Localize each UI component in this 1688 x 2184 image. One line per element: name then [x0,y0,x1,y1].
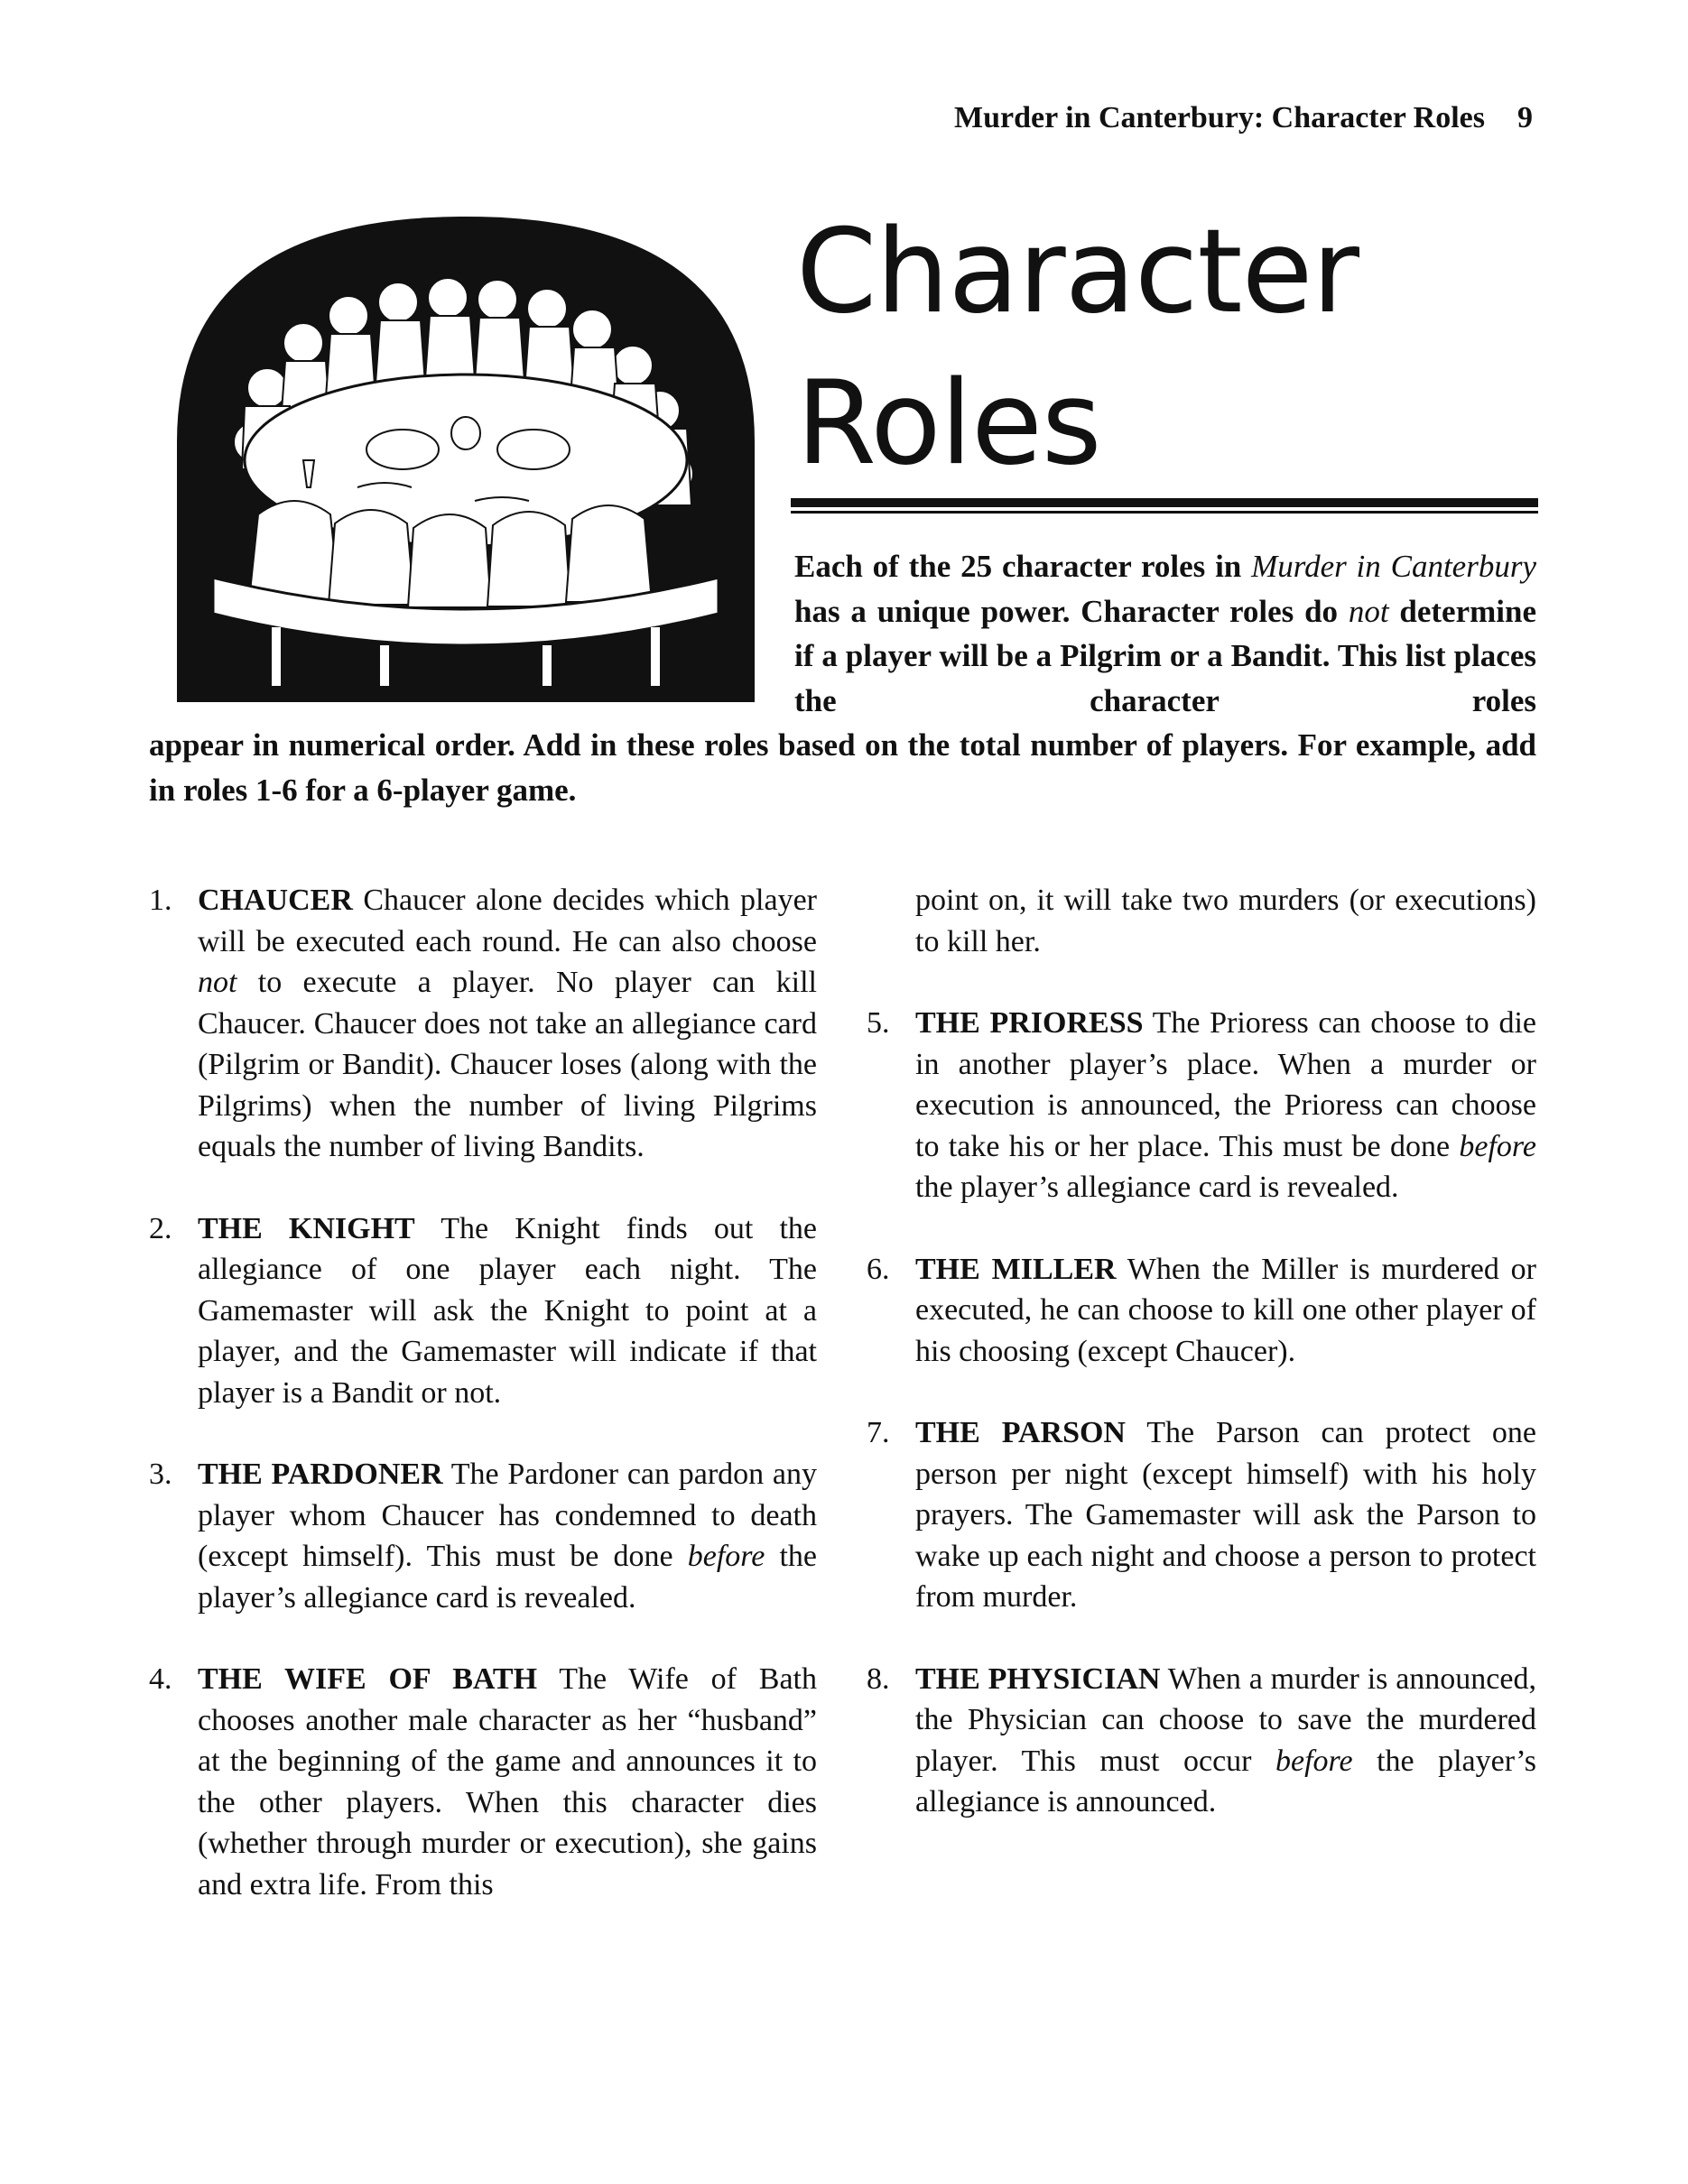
intro-text: has a unique power. Character roles do [794,593,1349,629]
intro-paragraph-part-2: appear in numerical order. Add in these roles based on the total number of players. For example, add in roles 1-6 for a 6-player game. [149,727,1536,808]
page-number: 9 [1517,101,1533,134]
role-item [867,1003,1536,1208]
role-emphasis: not [198,966,237,999]
role-item [867,1249,1536,1373]
role-name: CHAUCER [198,884,353,917]
role-name: THE KNIGHT [198,1211,415,1245]
role-name: THE PHYSICIAN [915,1661,1161,1696]
role-text: the player’s allegiance card is revealed. [915,1171,1399,1204]
role-text: When the Miller is murdered or executed, he can choose to kill one other player of his choosing (except Chaucer). [915,1252,1536,1368]
role-item [149,880,817,1168]
role-text: the player’s allegiance card is revealed. [198,1540,818,1615]
item-number: 8. [867,1661,890,1696]
item-number: 1. [149,884,172,917]
emphasis-not: not [1348,593,1389,629]
title-rule-thick [791,498,1538,507]
roles-column-left [149,880,817,1905]
role-item [149,1454,817,1618]
role-text: The Prioress can choose to die in another player’s place. When a murder or execution is announced, the Prioress can choose to take his or her place. This must be done [915,1006,1536,1163]
role-text: to execute a player. No player can kill Chaucer. Chaucer does not take an allegiance card (Pilgrim or Bandit). Chaucer loses (along with the Pilgrims) when the number of living Pilgrims equals the number of living Bandits. [198,966,817,1163]
item-number: 6. [867,1252,890,1286]
game-title-italic: Murder in Canterbury [1251,549,1536,584]
item-number: 4. [149,1662,172,1696]
woodcut-illustration [177,217,755,702]
role-name: THE PARSON [915,1416,1126,1449]
role-item [149,1208,817,1414]
item-number: 2. [149,1211,172,1245]
role-name: THE WIFE OF BATH [198,1662,538,1696]
role-item-continued: point on, it will take two murders (or executions) to kill her. [915,884,1536,958]
role-text: When a murder is announced, the Physician can choose to save the murdered player. This must occur [915,1661,1536,1778]
role-item [149,1659,817,1905]
role-name: THE PRIORESS [915,1006,1144,1040]
running-header [954,101,1533,135]
role-text: The Parson can protect one person per night (except himself) with his holy prayers. The Gamemaster will ask the Parson to wake up each night and choose a person to protect from murder. [915,1416,1536,1614]
role-text: the player’s allegiance is announced. [915,1744,1536,1818]
item-number: 5. [867,1006,890,1040]
role-item [867,1412,1536,1618]
role-name: THE PARDONER [198,1458,443,1491]
role-text: The Wife of Bath chooses another male character as her “husband” at the beginning of the game and announces it to the other players. When this character dies (whether through murder or execution), she gains and extra life. From this [198,1662,817,1902]
intro-paragraph-part-1 [794,544,1536,723]
role-emphasis: before [1275,1744,1353,1778]
item-number: 7. [867,1416,890,1449]
role-emphasis: before [1459,1129,1536,1163]
role-text: The Knight finds out the allegiance of one player each night. The Gamemaster will ask the Knight to point at a player, and the Gamemaster will indicate if that player is a Bandit or not. [198,1211,817,1410]
role-text: Chaucer alone decides which player will be executed each round. He can also choose [198,884,817,958]
intro-text: determine if a player will be a Pilgrim or a Bandit. This list places the character roles [794,593,1536,718]
page-title [796,197,1359,500]
role-item [867,1659,1536,1823]
role-emphasis: before [687,1540,765,1573]
title-rule-thin [791,511,1538,514]
running-title: Murder in Canterbury: Character Roles [954,101,1485,134]
role-text: The Pardoner can pardon any player whom Chaucer has condemned to death (except himself). This must be done [198,1458,817,1573]
item-number: 3. [149,1458,172,1491]
title-line-2: Roles [796,356,1101,491]
title-line-1: Character [796,205,1359,339]
intro-text: Each of the 25 character roles in [794,549,1252,584]
role-name: THE MILLER [915,1252,1117,1286]
roles-column-right [867,880,1536,1823]
